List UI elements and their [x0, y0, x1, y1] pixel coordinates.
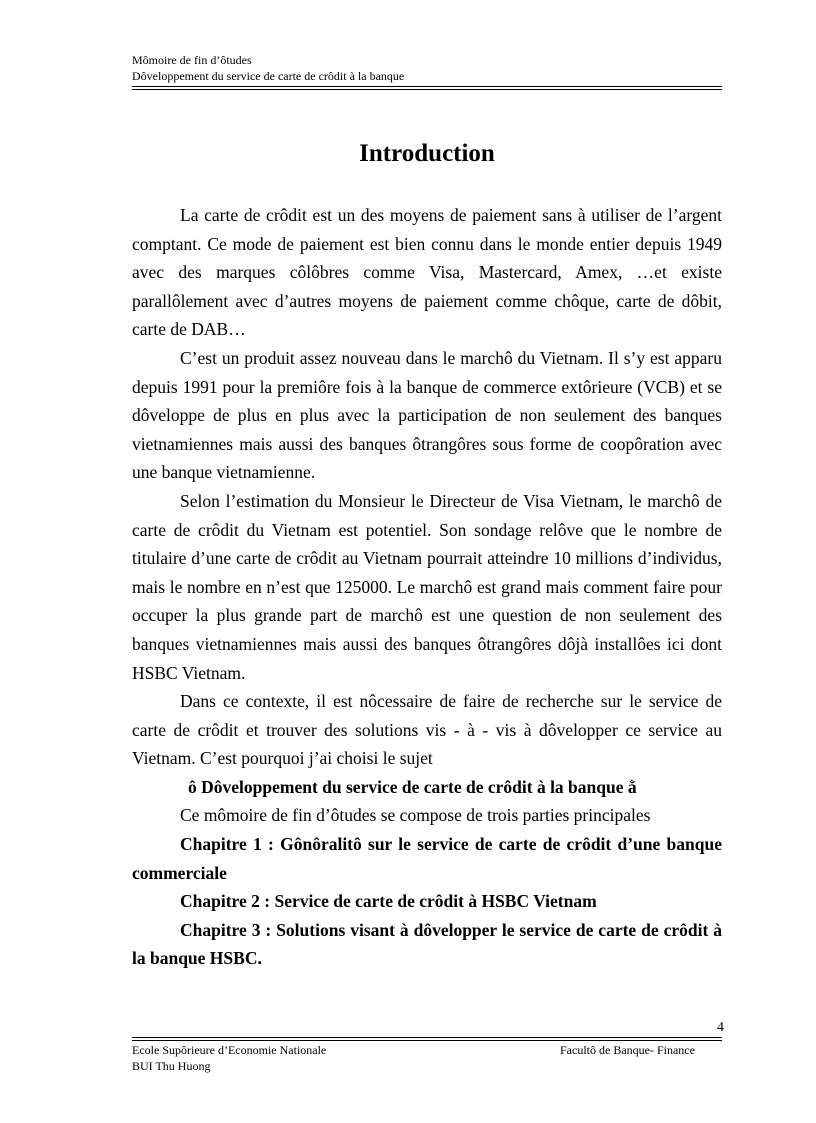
footer-rule-thin	[132, 1040, 722, 1041]
paragraph-2: C’est un produit assez nouveau dans le marchô du Vietnam. Il s’y est apparu depuis 1991 pour la premiôre fois à la banque de commerce extôrieure (VCB) et se dôveloppe de plus en plus avec la participation de non seulement des banques vietnamiennes mais aussi des banques ôtrangôres sous forme de coopôration avec une banque vietnamienne.	[132, 347, 722, 483]
page-number: 4	[717, 1020, 724, 1035]
header-thesis-type: Mômoire de fin d’ôtudes	[132, 53, 252, 67]
chapter-1: Chapitre 1 : Gônôralitô sur le service de carte de crôdit d’une banque commerciale	[132, 834, 722, 883]
header-rule	[132, 86, 722, 87]
footer-left	[132, 1042, 326, 1074]
paragraph-3: Selon l’estimation du Monsieur le Directeur de Visa Vietnam, le marchô de carte de crôdit du Vietnam est potentiel. Son sondage relôve que le nombre de titulaire d’une carte de crôdit au Vietnam pourrait atteindre 10 millions d’individus, mais le nombre en n’est que 125000. Le marchô est grand mais comment faire pour occuper la plus grande part de marchô est une question de non seulement des banques vietnamiennes mais aussi des banques ôtrangôres dôjà installôes ici dont HSBC Vietnam.	[132, 490, 722, 683]
subject-line: ô Dôveloppement du service de carte de crôdit à la banque ằ	[188, 776, 637, 797]
composition-line: Ce mômoire de fin d’ôtudes se compose de trois parties principales	[180, 805, 651, 826]
footer-author: BUI Thu Huong	[132, 1059, 211, 1073]
page-header	[132, 52, 404, 84]
page-title: Introduction	[359, 140, 495, 167]
body-text	[132, 201, 722, 973]
footer-faculty: Facultô de Banque- Finance	[560, 1043, 695, 1057]
paragraph-1: La carte de crôdit est un des moyens de paiement sans à utiliser de l’argent comptant. Ce mode de paiement est bien connu dans le monde entier depuis 1949 avec des marques côlôbres comme Visa, Mastercard, Amex, …et existe parallôlement avec d’autres moyens de paiement comme chôque, carte de dôbit, carte de DAB…	[132, 205, 722, 340]
footer-school: Ecole Supôrieure d’Economie Nationale	[132, 1043, 327, 1057]
paragraph-4: Dans ce contexte, il est nôcessaire de faire de recherche sur le service de carte de crôdit et trouver des solutions vis - à - vis à dôvelopper ce service au Vietnam. C’est pourquoi j’ai choisi le sujet	[132, 691, 722, 769]
header-rule-thin	[132, 89, 722, 90]
footer-rule	[132, 1037, 722, 1038]
chapter-2: Chapitre 2 : Service de carte de crôdit à HSBC Vietnam	[180, 891, 597, 912]
header-thesis-title: Dôveloppement du service de carte de crôdit à la banque	[132, 69, 405, 83]
chapter-3: Chapitre 3 : Solutions visant à dôvelopper le service de carte de crôdit à la banque HSBC.	[132, 919, 722, 969]
